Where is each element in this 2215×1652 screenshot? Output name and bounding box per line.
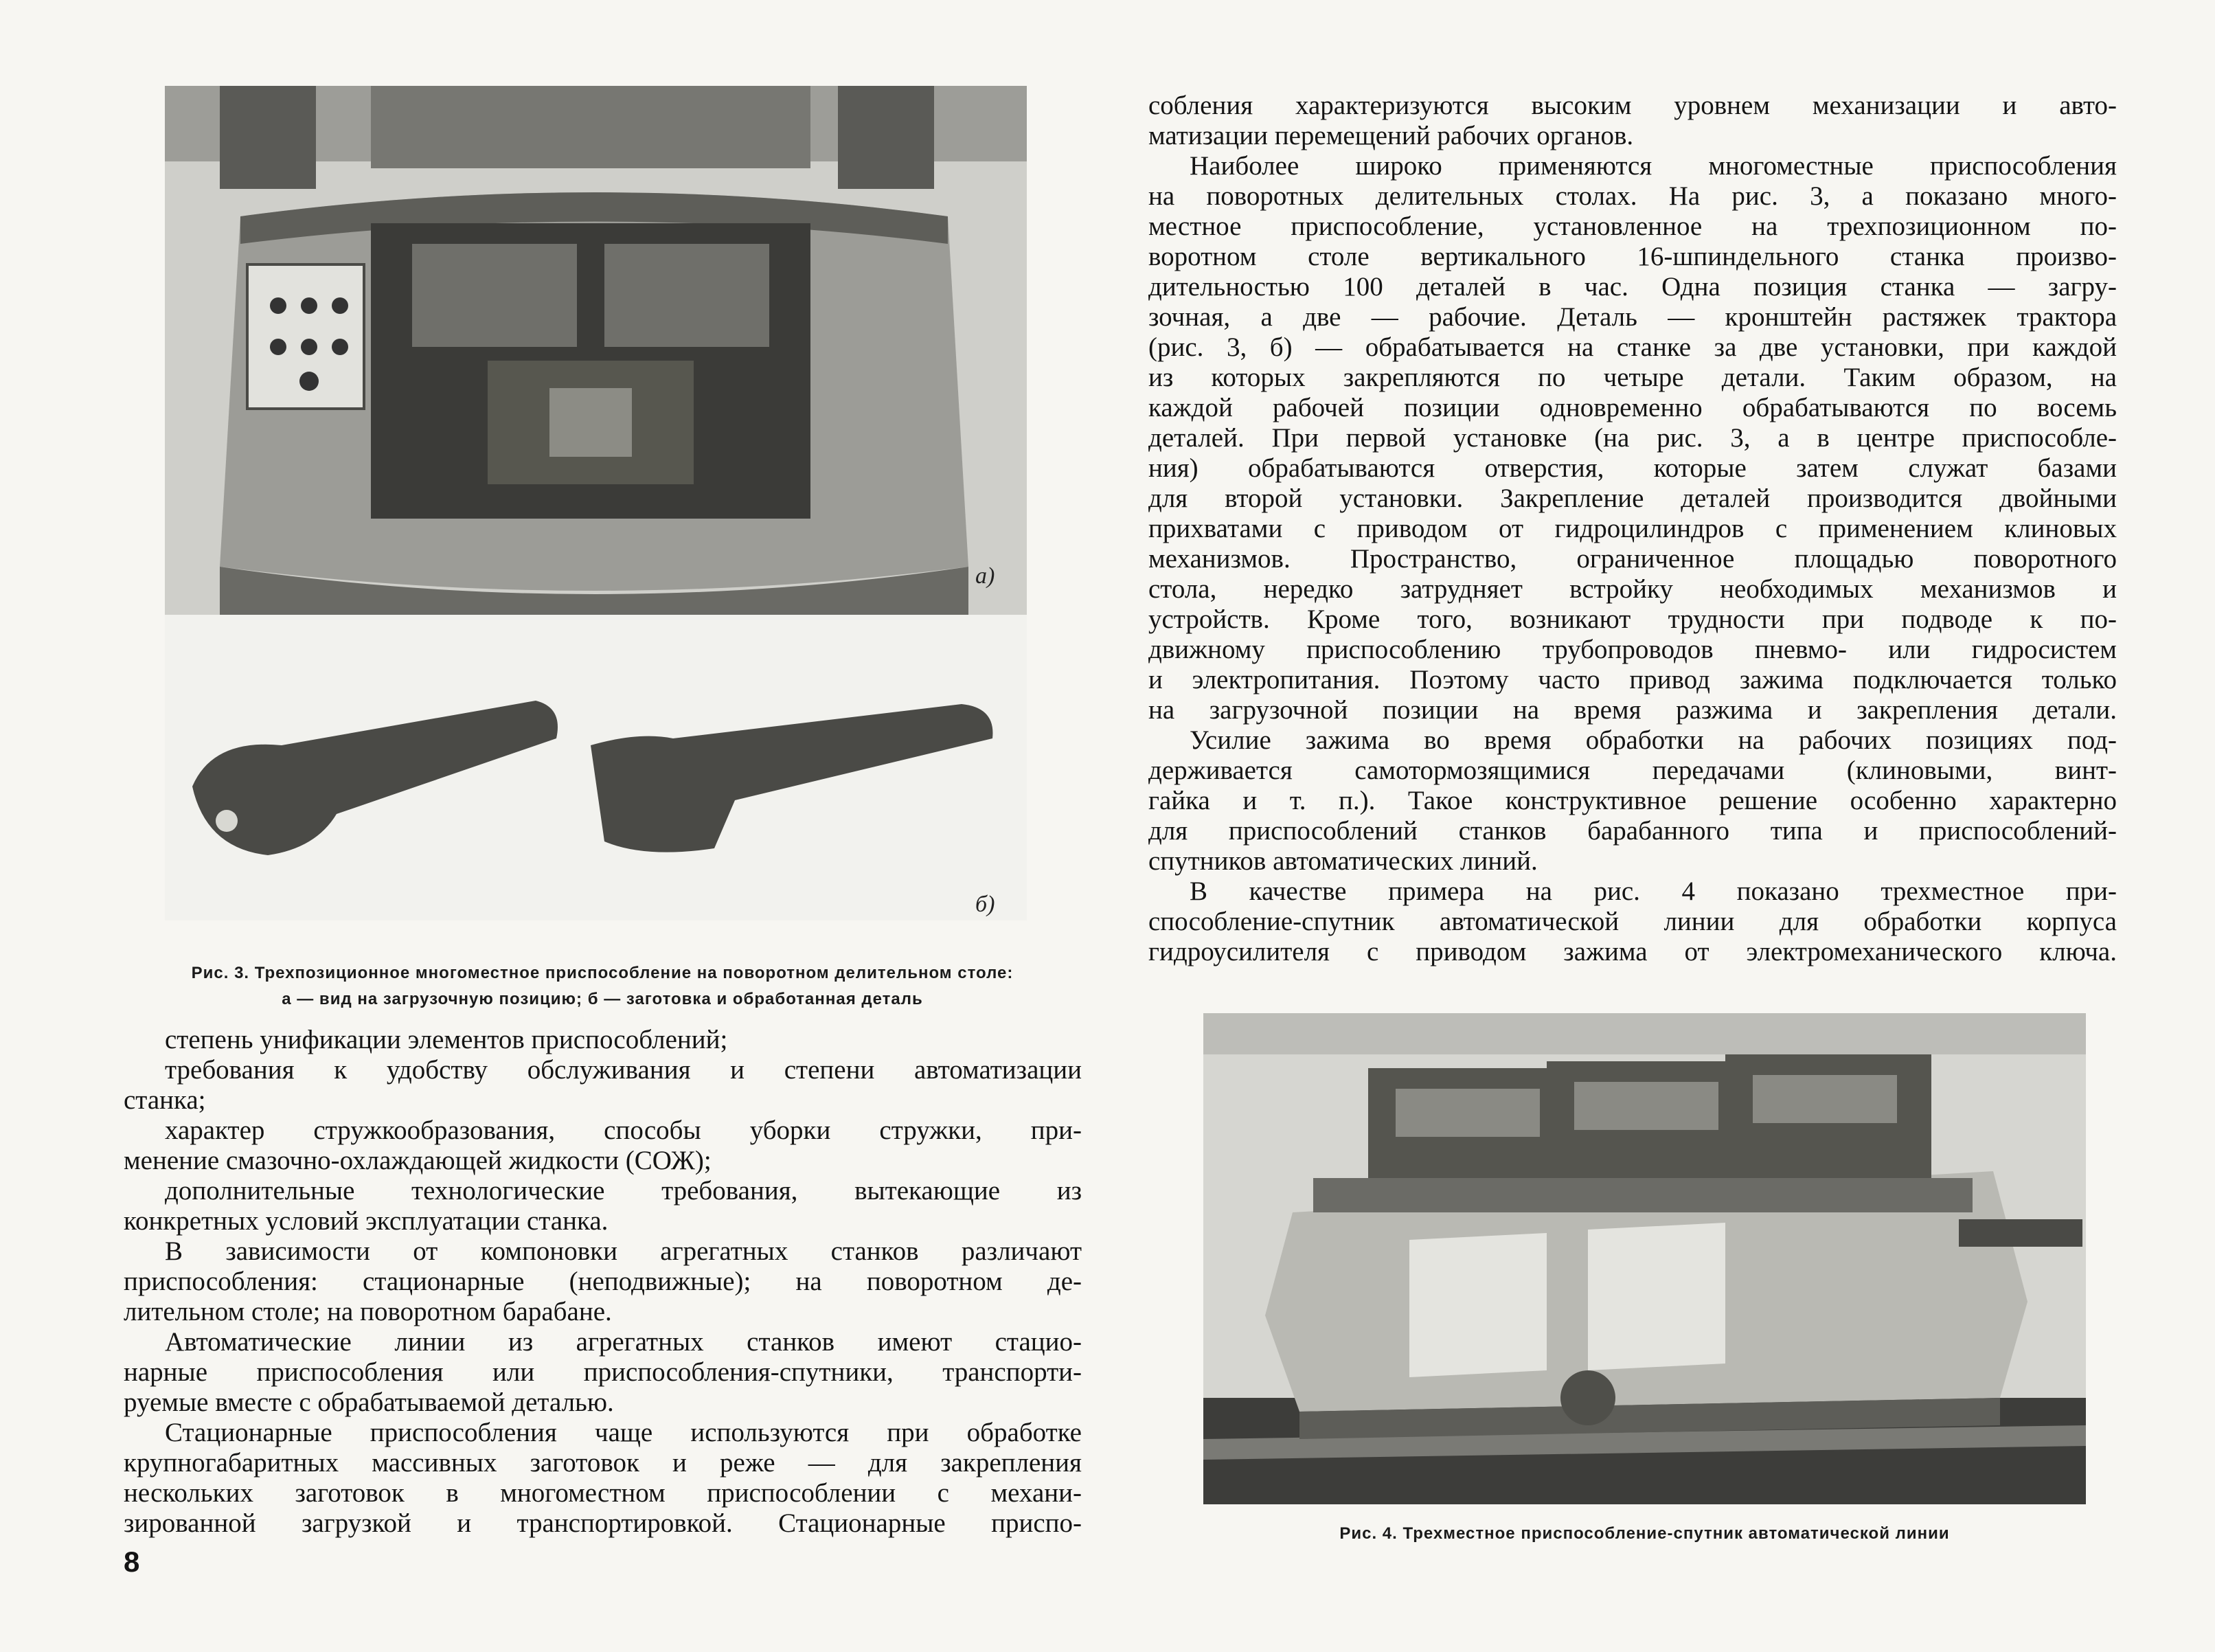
text-line: руемые вместе с обрабатываемой деталью.: [124, 1388, 614, 1417]
text-line: лительном столе; на поворотном барабане.: [124, 1297, 612, 1326]
text-line: приспособления: стационарные (неподвижные); на поворотном де-: [124, 1267, 1082, 1296]
text-line: В качестве примера на рис. 4 показано трехместное при-: [1190, 876, 2117, 906]
text-line: способление-спутник автоматической линии для обработки корпуса: [1148, 907, 2117, 936]
figure-3-label-a: а): [975, 563, 995, 589]
text-line: каждой рабочей позиции одновременно обрабатываются по восемь: [1148, 393, 2117, 422]
text-line: нарные приспособления или приспособления-спутники, транспорти-: [124, 1357, 1082, 1387]
text-line: нескольких заготовок в многоместном приспособлении с механи-: [124, 1478, 1082, 1508]
text-line: воротном столе вертикального 16-шпиндельного станка произво-: [1148, 242, 2117, 271]
text-line: менение смазочно-охлаждающей жидкости (СОЖ);: [124, 1146, 712, 1175]
left-body-text: [124, 1025, 1082, 1539]
text-line: движному приспособлению трубопроводов пневмо- или гидросистем: [1148, 635, 2117, 664]
text-line: механизмов. Пространство, ограниченное площадью поворотного: [1148, 544, 2117, 574]
text-line: требования к удобству обслуживания и степени автоматизации: [165, 1055, 1082, 1085]
text-line: степень унификации элементов приспособлений;: [165, 1025, 728, 1054]
text-line: В зависимости от компоновки агрегатных станков различают: [165, 1236, 1082, 1266]
figure-3-caption: [125, 960, 1080, 1012]
text-line: для второй установки. Закрепление деталей производится двойными: [1148, 484, 2117, 513]
text-line: зированной загрузкой и транспортировкой. Стационарные приспо-: [124, 1508, 1082, 1538]
text-line: для приспособлений станков барабанного типа и приспособлений-: [1148, 816, 2117, 846]
text-line: гайка и т. п.). Такое конструктивное решение особенно характерно: [1148, 786, 2117, 815]
page-number: 8: [124, 1546, 140, 1578]
text-line: и электропитания. Поэтому часто привод зажима подключается только: [1148, 665, 2117, 694]
text-line: зочная, а две — рабочие. Деталь — кронштейн растяжек трактора: [1148, 302, 2117, 332]
text-line: (рис. 3, б) — обрабатывается на станке за две установки, при каждой: [1148, 332, 2117, 362]
text-line: ния) обрабатываются отверстия, которые затем служат базами: [1148, 453, 2117, 483]
text-line: стола, нередко затрудняет встройку необходимых механизмов и: [1148, 574, 2117, 604]
text-line: местное приспособление, установленное на трехпозиционном по-: [1148, 212, 2117, 241]
text-line: дительностью 100 деталей в час. Одна позиция станка — загру-: [1148, 272, 2117, 302]
text-line: прихватами с приводом от гидроцилиндров с применением клиновых: [1148, 514, 2117, 543]
text-line: Усилие зажима во время обработки на рабочих позициях под-: [1190, 725, 2117, 755]
text-line: устройств. Кроме того, возникают трудности при подводе к по-: [1148, 604, 2117, 634]
text-line: Автоматические линии из агрегатных станков имеют стацио-: [165, 1327, 1082, 1357]
figure-3-caption-line: а — вид на загрузочную позицию; б — заготовка и обработанная деталь: [282, 990, 923, 1008]
text-line: на поворотных делительных столах. На рис. 3, а показано много-: [1148, 181, 2117, 211]
text-line: дополнительные технологические требования, вытекающие из: [165, 1176, 1082, 1206]
text-line: станка;: [124, 1085, 206, 1115]
text-line: из которых закрепляются по четыре детали. Таким образом, на: [1148, 363, 2117, 392]
text-line: на загрузочной позиции на время разжима и закрепления детали.: [1148, 695, 2117, 725]
right-body-text: [1148, 91, 2117, 967]
text-line: собления характеризуются высоким уровнем механизации и авто-: [1148, 91, 2117, 120]
figure-3-photo: [165, 86, 1027, 920]
text-line: гидроусилителя с приводом зажима от электромеханического ключа.: [1148, 937, 2117, 966]
text-line: Наиболее широко применяются многоместные приспособления: [1190, 151, 2117, 181]
text-line: крупногабаритных массивных заготовок и реже — для закрепления: [124, 1448, 1082, 1478]
figure-3-caption-line: Рис. 3. Трехпозиционное многоместное приспособление на поворотном делительном столе:: [191, 964, 1014, 982]
figure-4-photo: [1203, 1013, 2086, 1504]
text-line: конкретных условий эксплуатации станка.: [124, 1206, 609, 1236]
text-line: характер стружкообразования, способы уборки стружки, при-: [165, 1116, 1082, 1145]
text-line: держивается самотормозящимися передачами (клиновыми, винт-: [1148, 756, 2117, 785]
text-line: спутников автоматических линий.: [1148, 846, 1538, 876]
figure-3-label-b: б): [975, 892, 995, 917]
text-line: матизации перемещений рабочих органов.: [1148, 121, 1634, 150]
left-page: [0, 0, 1107, 1652]
figure-4-caption: Рис. 4. Трехместное приспособление-спутник автоматической линии: [1339, 1524, 1950, 1543]
text-line: деталей. При первой установке (на рис. 3, а в центре приспособле-: [1148, 423, 2117, 453]
right-page: [1107, 0, 2215, 1652]
text-line: Стационарные приспособления чаще используются при обработке: [165, 1418, 1082, 1447]
